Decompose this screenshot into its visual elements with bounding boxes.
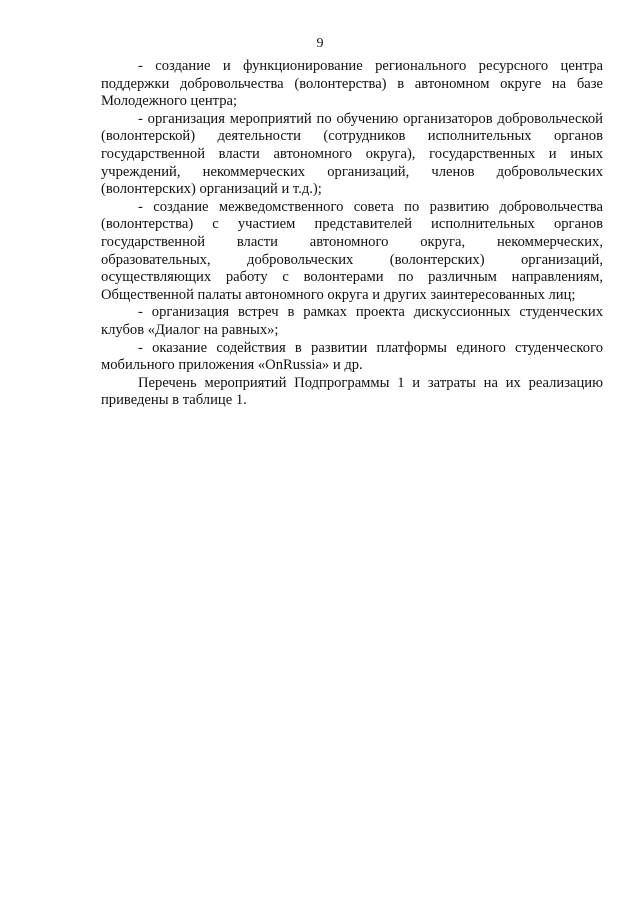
page-number: 9	[316, 36, 324, 51]
summary-paragraph: Перечень мероприятий Подпрограммы 1 и затраты на их реализацию приведены в таблице 1.	[101, 374, 603, 409]
list-item-discussion-clubs: - организация встреч в рамках проекта дискуссионных студенческих клубов «Диалог на равных»;	[101, 304, 603, 338]
list-item-mobile-app: - оказание содействия в развитии платформы единого студенческого мобильного приложения «OnRussia» и др.	[101, 339, 603, 374]
list-item-interagency-council: - создание межведомственного совета по развитию добровольчества (волонтерства) с участием представителей исполнительных органов государственной власти автономного округа, некоммерческих, образовательных, добровольческих (волонтерских) организаций, осуществляющих работу с волонтерами по различным направлениям, Общественной палаты автономного округа и других заинтересованных лиц;	[101, 198, 603, 303]
list-item-resource-center: - создание и функционирование регионального ресурсного центра поддержки добровольчества (волонтерства) в автономном округе на базе Молодежного центра;	[101, 58, 603, 110]
document-body	[101, 58, 603, 410]
list-item-training-events: - организация мероприятий по обучению организаторов добровольческой (волонтерской) деятельности (сотрудников исполнительных органов государственной власти автономного округа), государственных и иных учреждений, некоммерческих организаций, членов добровольческих (волонтерских) организаций и т.д.);	[101, 110, 603, 198]
